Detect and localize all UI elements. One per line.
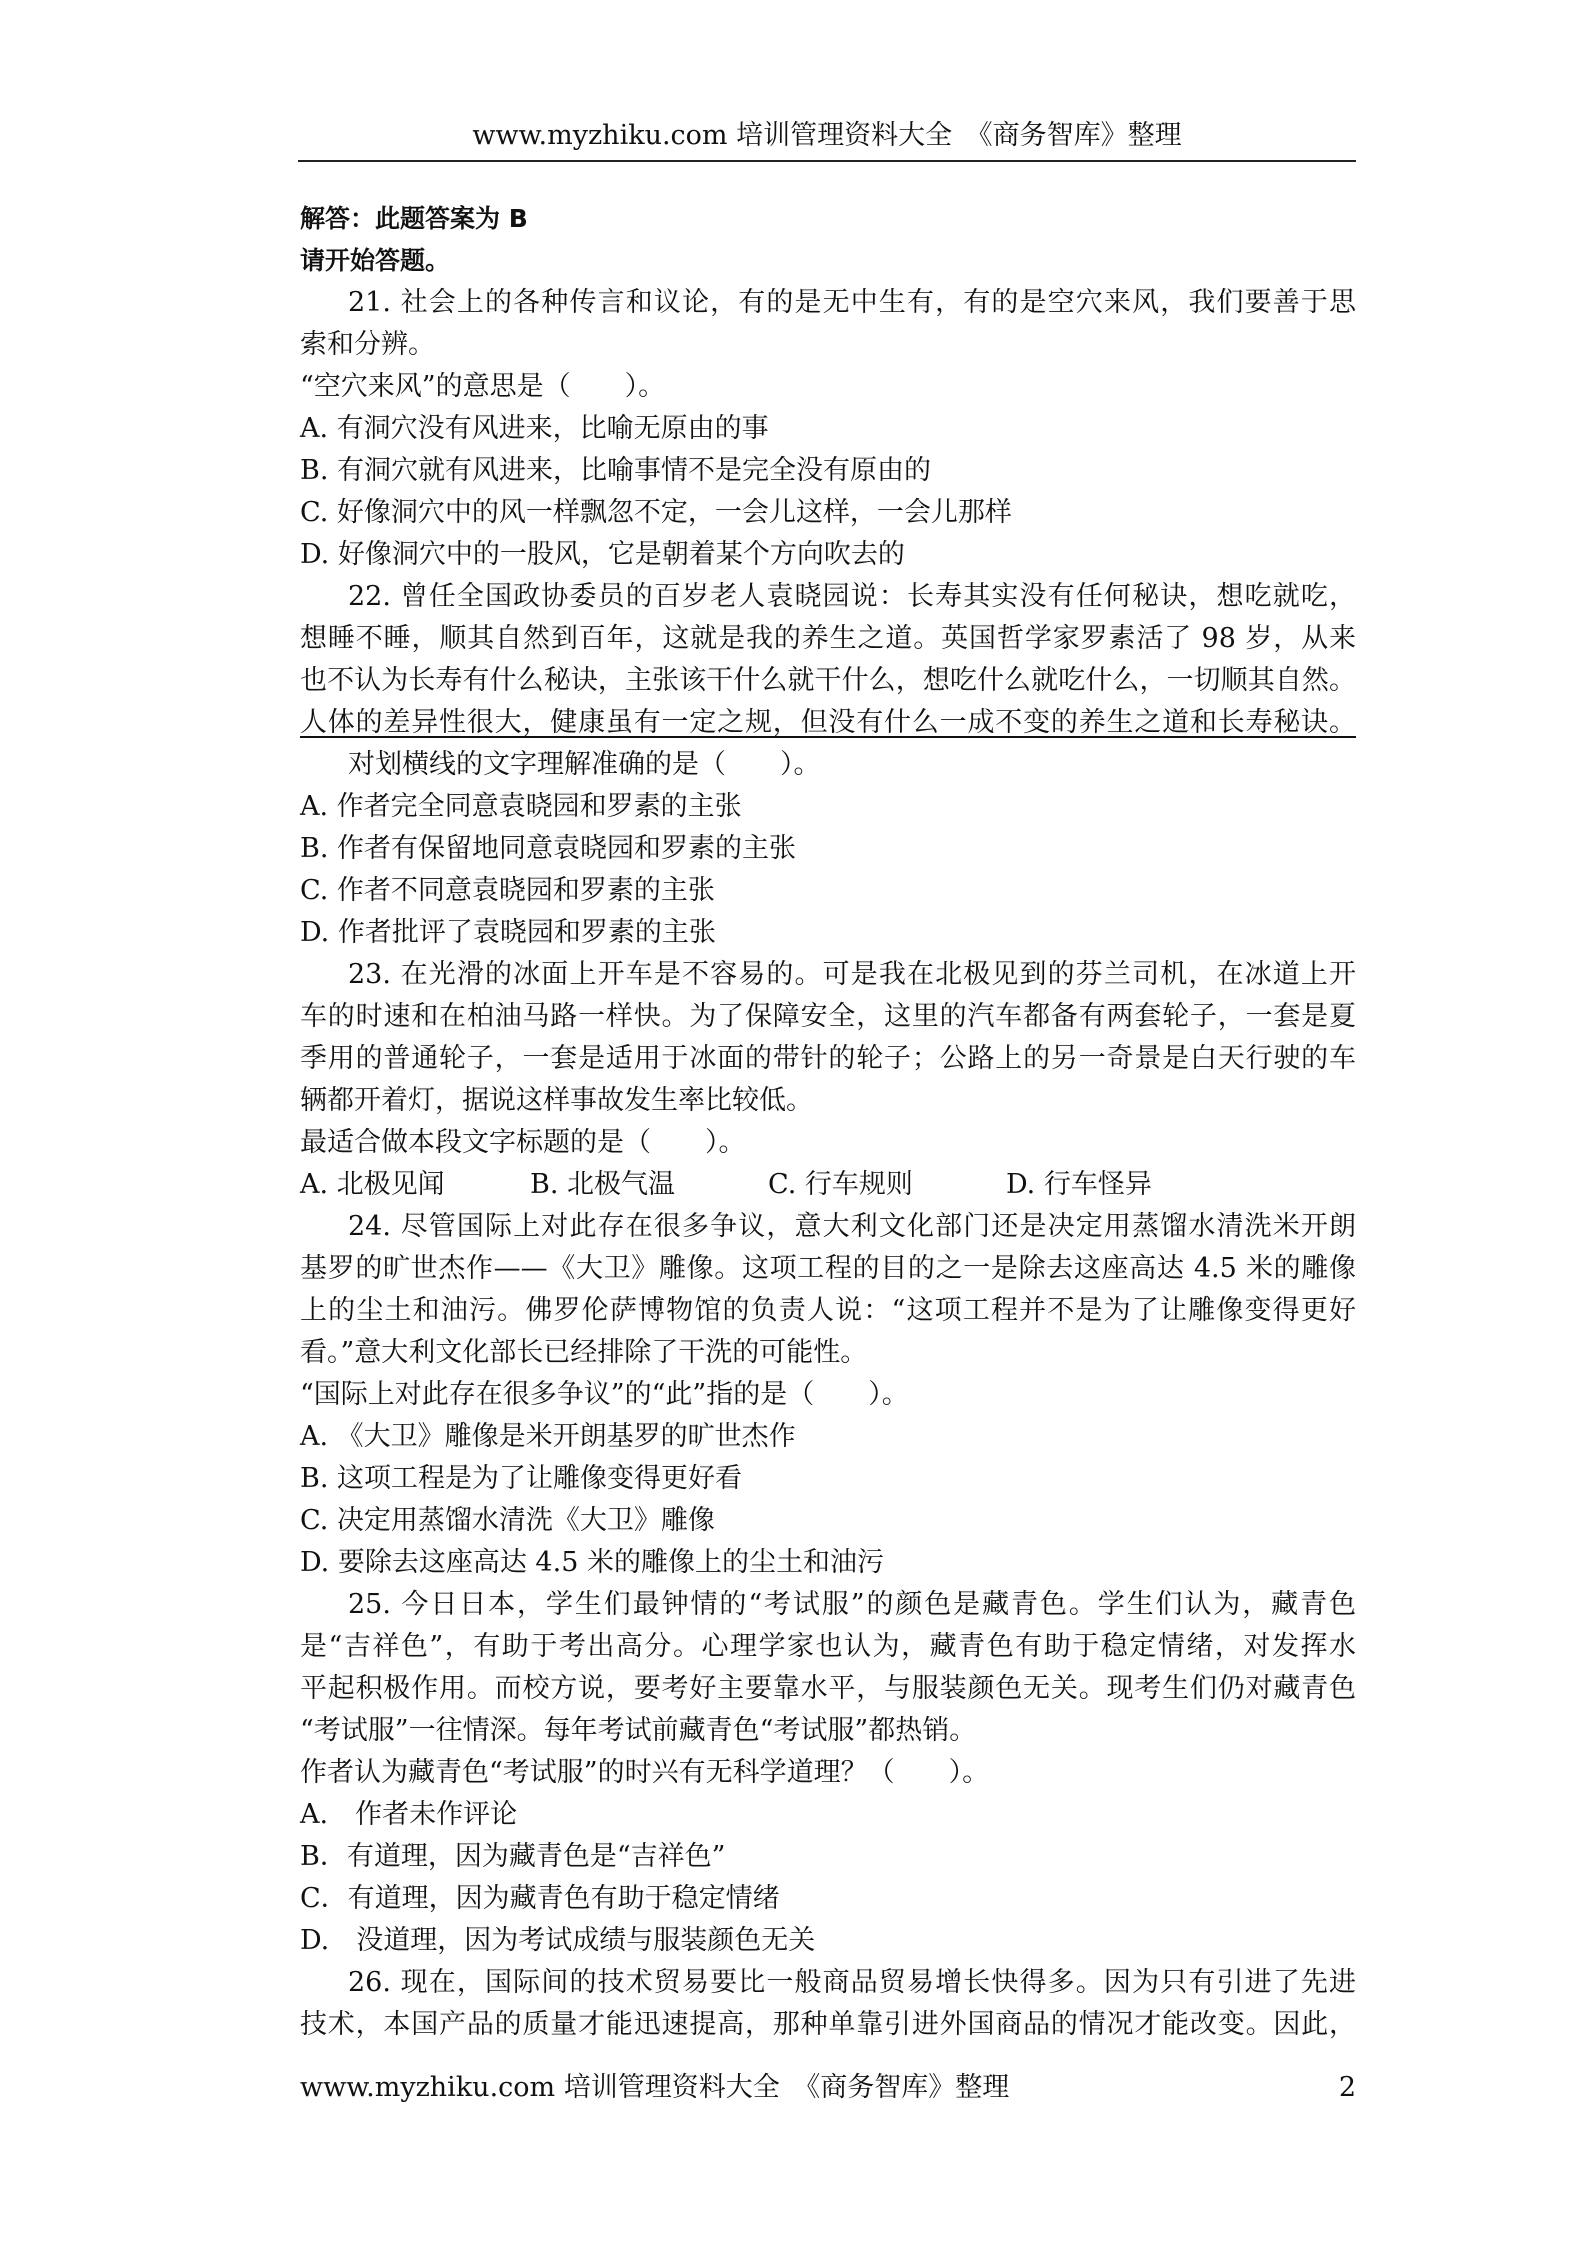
header-rule [298,160,1356,162]
q24-option-b: B. 这项工程是为了让雕像变得更好看 [300,1463,743,1494]
q24-text: 24. 尽管国际上对此存在很多争议，意大利文化部门还是决定用蒸馏水清洗米开朗 [348,1211,1356,1242]
q22-option-b: B. 作者有保留地同意袁晓园和罗素的主张 [300,833,797,864]
q22-question: 对划横线的文字理解准确的是（ ）。 [348,749,821,780]
q24-option-a: A. 《大卫》雕像是米开朗基罗的旷世杰作 [300,1421,796,1452]
q23-text: 辆都开着灯，据说这样事故发生率比较低。 [300,1085,813,1116]
q25-option-c: C．有道理，因为藏青色有助于稳定情绪 [300,1883,780,1914]
q25-question: 作者认为藏青色“考试服”的时兴有无科学道理？（ ）。 [300,1757,990,1788]
start-line: 请开始答题。 [300,246,451,275]
page-header: www.myzhiku.com 培训管理资料大全 《商务智库》整理 [472,120,1182,151]
q23-option-b: B. 北极气温 [530,1169,676,1200]
q23-text: 季用的普通轮子，一套是适用于冰面的带针的轮子；公路上的另一奇景是白天行驶的车 [300,1043,1356,1074]
q21-option-c: C. 好像洞穴中的风一样飘忽不定，一会儿这样，一会儿那样 [300,497,1012,528]
q22-text: 想睡不睡，顺其自然到百年，这就是我的养生之道。英国哲学家罗素活了 98 岁，从来 [300,623,1356,654]
q22-option-d: D. 作者批评了袁晓园和罗素的主张 [300,917,716,948]
q24-option-c: C. 决定用蒸馏水清洗《大卫》雕像 [300,1505,715,1536]
footer-text: www.myzhiku.com 培训管理资料大全 《商务智库》整理 [300,2072,1010,2103]
q22-text: 22. 曾任全国政协委员的百岁老人袁晓园说：长寿其实没有任何秘诀，想吃就吃， [348,581,1356,612]
q23-option-c: C. 行车规则 [768,1169,913,1200]
q23-text: 23. 在光滑的冰面上开车是不容易的。可是我在北极见到的芬兰司机，在冰道上开 [348,959,1356,990]
q24-text: 基罗的旷世杰作——《大卫》雕像。这项工程的目的之一是除去这座高达 4.5 米的雕像 [300,1253,1356,1284]
q25-option-a: A. 作者未作评论 [300,1799,518,1830]
q25-text: 25. 今日日本，学生们最钟情的“考试服”的颜色是藏青色。学生们认为，藏青色 [348,1589,1356,1620]
answer-line: 解答：此题答案为 B [300,204,528,233]
q22-option-a: A. 作者完全同意袁晓园和罗素的主张 [300,791,742,822]
q25-text: 是“吉祥色”，有助于考出高分。心理学家也认为，藏青色有助于稳定情绪，对发挥水 [300,1631,1356,1662]
q21-question: “空穴来风”的意思是（ ）。 [300,371,666,402]
q25-text: 平起积极作用。而校方说，要考好主要靠水平，与服装颜色无关。现考生们仍对藏青色 [300,1673,1356,1704]
q25-text: “考试服”一往情深。每年考试前藏青色“考试服”都热销。 [300,1715,977,1746]
q23-option-a: A. 北极见闻 [300,1169,445,1200]
q21-option-b: B. 有洞穴就有风进来，比喻事情不是完全没有原由的 [300,455,932,486]
q23-question: 最适合做本段文字标题的是（ ）。 [300,1127,746,1158]
q21-option-a: A. 有洞穴没有风进来，比喻无原由的事 [300,413,769,444]
q21-option-d: D. 好像洞穴中的一股风，它是朝着某个方向吹去的 [300,539,905,570]
q22-text: 也不认为长寿有什么秘诀，主张该干什么就干什么，想吃什么就吃什么，一切顺其自然。 [300,665,1356,696]
q24-text: 看。”意大利文化部长已经排除了干洗的可能性。 [300,1337,868,1368]
q24-option-d: D. 要除去这座高达 4.5 米的雕像上的尘土和油污 [300,1547,884,1578]
q23-text: 车的时速和在柏油马路一样快。为了保障安全，这里的汽车都备有两套轮子，一套是夏 [300,1001,1356,1032]
q24-text: 上的尘土和油污。佛罗伦萨博物馆的负责人说：“这项工程并不是为了让雕像变得更好 [300,1295,1356,1326]
q21-text: 21. 社会上的各种传言和议论，有的是无中生有，有的是空穴来风，我们要善于思 [348,287,1356,318]
q23-options [300,1164,1356,1206]
q26-text: 26. 现在，国际间的技术贸易要比一般商品贸易增长快得多。因为只有引进了先进 [348,1967,1356,1998]
page-content [300,198,1356,2046]
page-footer [300,2070,1356,2106]
q24-question: “国际上对此存在很多争议”的“此”指的是（ ）。 [300,1379,909,1410]
q22-option-c: C. 作者不同意袁晓园和罗素的主张 [300,875,715,906]
page-number: 2 [1338,2072,1356,2103]
q23-option-d: D. 行车怪异 [1006,1169,1152,1200]
q25-option-b: B．有道理，因为藏青色是“吉祥色” [300,1841,726,1872]
q25-option-d: D. 没道理，因为考试成绩与服装颜色无关 [300,1925,816,1956]
q22-underlined-text: 人体的差异性很大，健康虽有一定之规，但没有什么一成不变的养生之道和长寿秘诀。 [300,707,1356,738]
q26-text: 技术，本国产品的质量才能迅速提高，那种单靠引进外国商品的情况才能改变。因此， [300,2009,1356,2040]
q21-text: 索和分辨。 [300,329,435,360]
